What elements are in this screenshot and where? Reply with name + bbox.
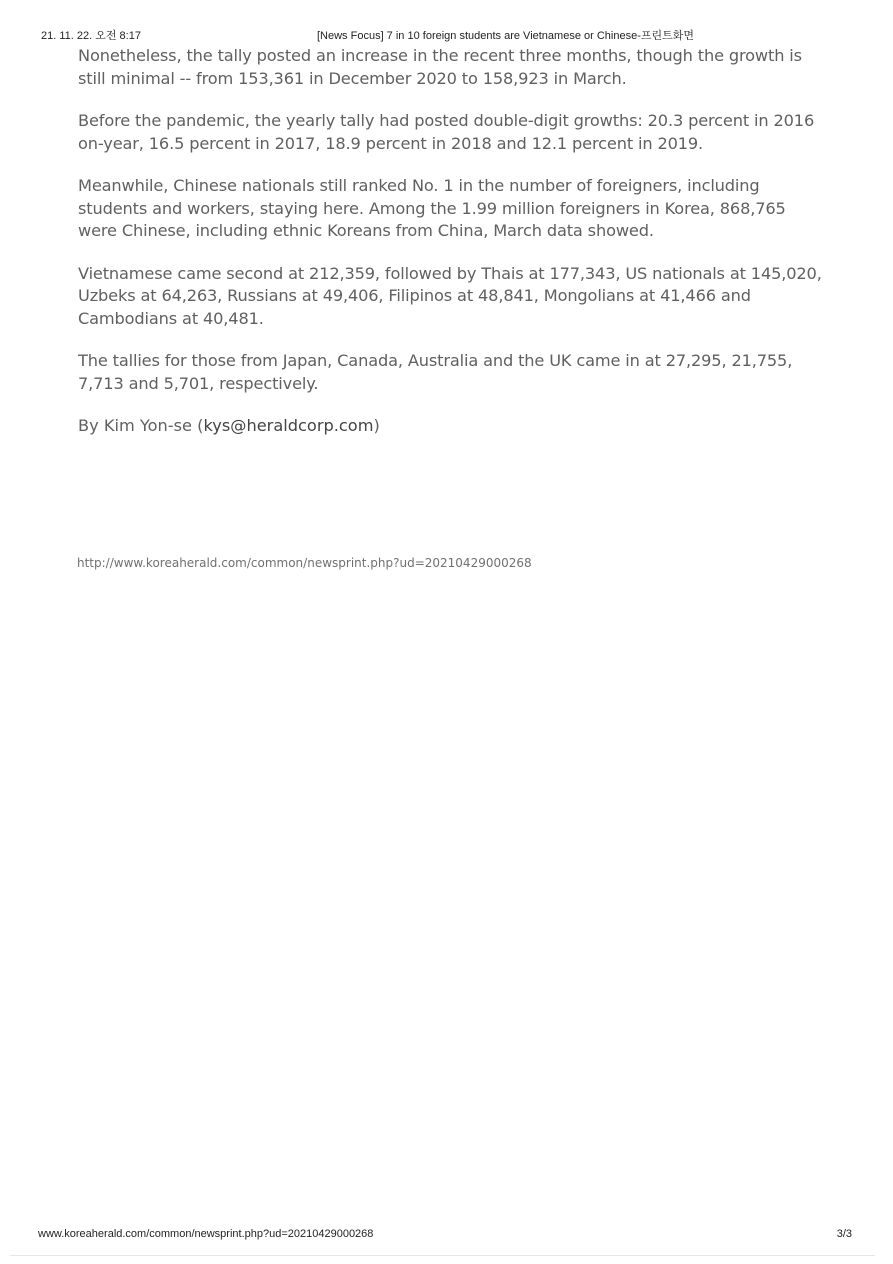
article-paragraph: Nonetheless, the tally posted an increase in the recent three months, though the growth is still minimal -- from 153,361 in December 2020 to 158,923 in March.	[78, 46, 802, 88]
byline-prefix: By Kim Yon-se (	[78, 416, 204, 435]
article-body	[78, 45, 823, 438]
page-number: 3/3	[836, 1228, 852, 1240]
article-paragraph: Before the pandemic, the yearly tally had posted double-digit growths: 20.3 percent in 2016 on-year, 16.5 percent in 2017, 18.9 percent in 2018 and 12.1 percent in 2019.	[78, 111, 815, 153]
article-paragraph: Meanwhile, Chinese nationals still ranked No. 1 in the number of foreigners, including students and workers, staying here. Among the 1.99 million foreigners in Korea, 868,765 were Chinese, including ethnic Koreans from China, March data showed.	[78, 176, 786, 240]
author-email-link[interactable]: kys@heraldcorp.com	[203, 416, 374, 435]
article-paragraph: Vietnamese came second at 212,359, followed by Thais at 177,343, US nationals at 145,020, Uzbeks at 64,263, Russians at 49,406, Filipinos at 48,841, Mongolians at 41,466 and Cambodians at 40,481.	[78, 263, 822, 328]
byline	[78, 415, 823, 438]
print-datetime: 21. 11. 22. 오전 8:17	[41, 30, 141, 42]
article-source-url[interactable]: http://www.koreaherald.com/common/newsprint.php?ud=20210429000268	[77, 556, 532, 570]
print-page-title: [News Focus] 7 in 10 foreign students are Vietnamese or Chinese-프린트화면	[317, 30, 694, 42]
print-footer	[38, 1228, 852, 1242]
print-header	[41, 27, 852, 41]
article-paragraph: The tallies for those from Japan, Canada, Australia and the UK came in at 27,295, 21,755, 7,713 and 5,701, respectively.	[78, 351, 793, 393]
byline-suffix: )	[373, 416, 380, 435]
print-footer-url: www.koreaherald.com/common/newsprint.php?ud=20210429000268	[38, 1228, 374, 1240]
page-bottom-divider	[10, 1255, 875, 1256]
